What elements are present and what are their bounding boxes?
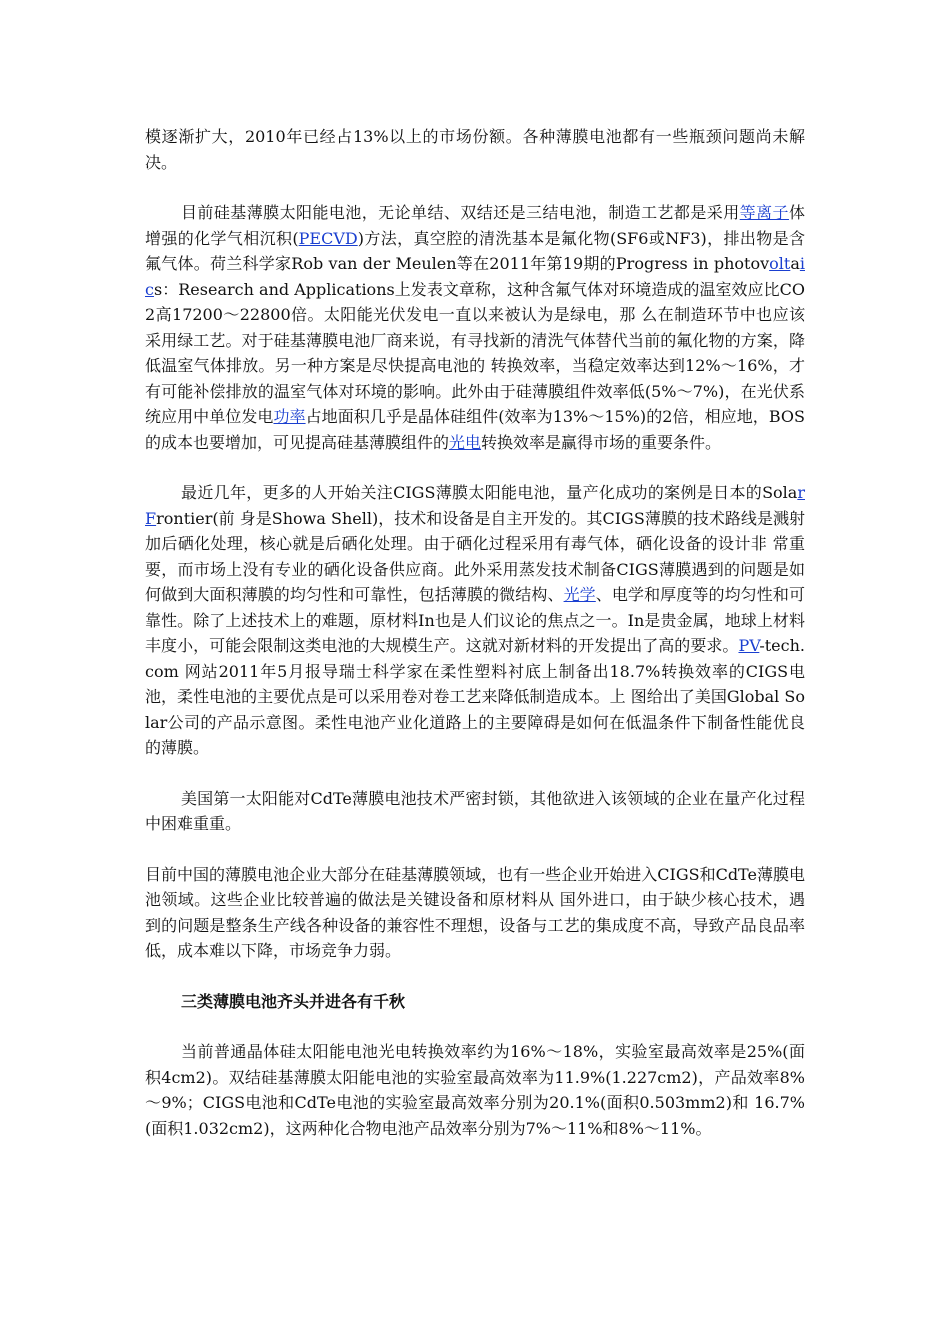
text-segment: 体增强的化学气相沉积( <box>145 203 805 248</box>
link-ic[interactable]: ic <box>145 254 805 299</box>
text-segment: 最近几年，更多的人开始关注CIGS薄膜太阳能电池，量产化成功的案例是日本的Sola <box>181 483 798 502</box>
text-segment: 转换效率是赢得市场的重要条件。 <box>481 432 722 452</box>
paragraph-market-share: 模逐渐扩大，2010年已经占13%以上的市场份额。各种薄膜电池都有一些瓶颈问题尚未解决。 <box>145 127 805 172</box>
text-segment: 目前硅基薄膜太阳能电池，无论单结、双结还是三结电池，制造工艺都是采用 <box>181 203 740 222</box>
text-segment: rontier(前 身是Showa Shell)，技术和设备是自主开发的。其CIGS薄膜的技术路线是溅射加后硒化处理，核心就是后硒化处理。由于硒化过程采用有毒气体，硒化设备的设计非 常重要，而市场上没有专业的硒化设备供应商。此外采用蒸发技术制备CIGS薄膜遇到的问题是如何做到大面积薄膜的均匀性和可靠性，包括薄膜的微结构、 <box>145 508 805 604</box>
text-segment: -tech.com 网站2011年5月报导瑞士科学家在柔性塑料衬底上制备出18.7%转换效率的CIGS电池，柔性电池的主要优点是可以采用卷对卷工艺来降低制造成本。上 图给出了美国Global Solar公司的产品示意图。柔性电池产业化道路上的主要障碍是如何在低温条件下制备性能优良的薄膜。 <box>145 636 805 757</box>
paragraph-china-industry: 目前中国的薄膜电池企业大部分在硅基薄膜领域，也有一些企业开始进入CIGS和CdTe薄膜电池领域。这些企业比较普遍的做法是关键设备和原材料从 国外进口，由于缺少核心技术，遇到的问题是整条生产线各种设备的兼容性不理想，设备与工艺的集成度不高，导致产品良品率低，成本难以下降，市场竞争力弱。 <box>145 864 805 960</box>
text-segment: 占地面积几乎是晶体硅组件(效率为13%～15%)的2倍，相应地，BOS的成本也要增加，可见提高硅基薄膜组件的 <box>145 407 805 452</box>
link-plasma[interactable]: 等离子 <box>739 203 789 222</box>
link-photoelectric[interactable]: 光电 <box>449 432 482 452</box>
text-segment: )方法，真空腔的清洗基本是氟化物(SF6或NF3)，排出物是含氟气体。荷兰科学家Rob van der Meulen等在2011年第19期的Progress in photov <box>145 228 805 273</box>
paragraph-cigs <box>145 480 805 761</box>
text-segment: a <box>790 254 800 273</box>
section-heading: 三类薄膜电池齐头并进各有千秋 <box>181 991 406 1011</box>
paragraph-cdte: 美国第一太阳能对CdTe薄膜电池技术严密封锁，其他欲进入该领域的企业在量产化过程中困难重重。 <box>145 788 805 833</box>
link-pecvd[interactable]: PECVD <box>298 228 358 248</box>
link-optics[interactable]: 光学 <box>563 585 596 604</box>
paragraph-efficiency: 当前普通晶体硅太阳能电池光电转换效率约为16%～18%，实验室最高效率是25%(面积4cm2)。双结硅基薄膜太阳能电池的实验室最高效率为11.9%(1.227cm2)，产品效率8%～9%；CIGS电池和CdTe电池的实验室最高效率分别为20.1%(面积0.503mm2)和 16.7%(面积1.032cm2)，这两种化合物电池产品效率分别为7%～11%和8%～11%。 <box>145 1042 805 1138</box>
link-power[interactable]: 功率 <box>273 407 306 426</box>
link-pv[interactable]: PV <box>738 636 760 655</box>
paragraph-silicon-thin-film <box>145 200 805 455</box>
document-page <box>145 124 805 1141</box>
link-rf[interactable]: rF <box>145 483 805 528</box>
text-segment: s：Research and Applications上发表文章称，这种含氟气体对环境造成的温室效应比CO2高17200～22800倍。太阳能光伏发电一直以来被认为是绿电，那 么在制造环节中也应该采用绿工艺。对于硅基薄膜电池厂商来说，有寻找新的清洗气体替代当前的氟化物的方案，降低温室气体排放。另一种方案是尽快提高电池的 转换效率，当稳定效率达到12%～16%，才有可能补偿排放的温室气体对环境的影响。此外由于硅薄膜组件效率低(5%～7%)，在光伏系统应用中单位发电 <box>145 279 805 426</box>
link-volt[interactable]: olt <box>769 254 791 273</box>
text-segment: 、电学和厚度等的均匀性和可靠性。除了上述技术上的难题，原材料In也是人们议论的焦点之一。In是贵金属，地球上材料丰度小，可能会限制这类电池的大规模生产。这就对新材料的开发提出了高的要求。 <box>145 585 805 655</box>
